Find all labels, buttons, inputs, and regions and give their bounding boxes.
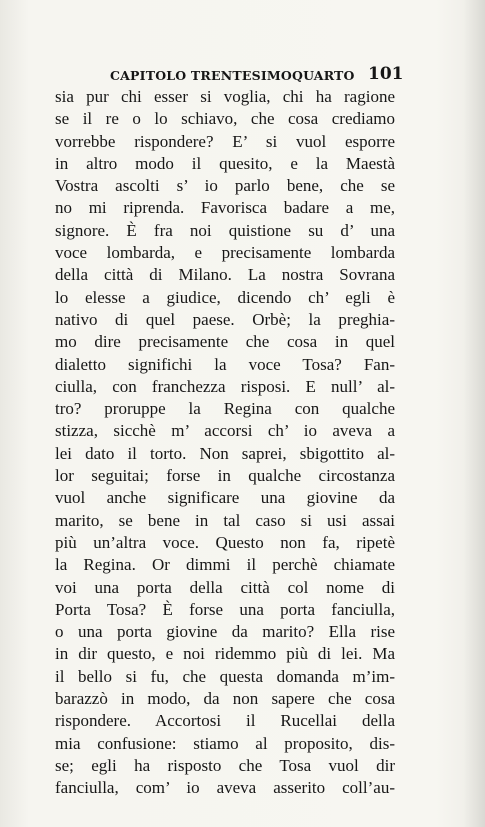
text-line: lo elesse a giudice, dicendo ch’ egli è <box>55 287 395 307</box>
text-line: dialetto significhi la voce Tosa? Fan- <box>55 354 395 374</box>
page-edge-shadow <box>463 0 485 827</box>
text-line: no mi riprenda. Favorisca badare a me, <box>55 198 395 218</box>
text-line: o una porta giovine da marito? Ella rise <box>55 622 395 642</box>
text-line: lor seguitai; forse in qualche circostanza <box>55 466 395 486</box>
text-line: tro? proruppe la Regina con qualche <box>55 399 395 419</box>
text-line: fanciulla, com’ io aveva asserito coll’au- <box>55 778 395 798</box>
text-line: sia pur chi esser si voglia, chi ha ragione <box>55 87 395 106</box>
text-line: vuol anche significare una giovine da <box>55 488 395 508</box>
text-line: barazzò in modo, da non sapere che cosa <box>55 689 395 709</box>
page-number: 101 <box>368 64 404 84</box>
text-line: mo dire precisamente che cosa in quel <box>55 332 395 352</box>
text-line: signore. È fra noi quistione su d’ una <box>55 220 395 240</box>
text-line: rispondere. Accortosi il Rucellai della <box>55 711 395 731</box>
text-line: Porta Tosa? È forse una porta fanciulla, <box>55 599 395 619</box>
text-line: nativo di quel paese. Orbè; la preghia- <box>55 309 395 329</box>
text-line: voce lombarda, e precisamente lombarda <box>55 243 395 263</box>
text-line: mia confusione: stiamo al proposito, dis- <box>55 733 395 753</box>
text-line: Vostra ascolti s’ io parlo bene, che se <box>55 176 395 196</box>
text-line: ciulla, con franchezza risposi. E null’ al- <box>55 376 395 396</box>
text-line: se; egli ha risposto che Tosa vuol dir <box>55 755 395 775</box>
text-line: se il re o lo schiavo, che cosa crediamo <box>55 109 395 129</box>
text-line: la Regina. Or dimmi il perchè chiamate <box>55 555 395 575</box>
text-line: vorrebbe rispondere? E’ si vuol esporre <box>55 131 395 151</box>
text-line: lei dato il torto. Non saprei, sbigottito al- <box>55 443 395 463</box>
text-line: stizza, sicchè m’ accorsi ch’ io aveva a <box>55 421 395 441</box>
running-head: CAPITOLO TRENTESIMOQUARTO <box>110 68 355 83</box>
page-header <box>110 66 410 86</box>
text-line: il bello si fu, che questa domanda m’im- <box>55 666 395 686</box>
page-body-text <box>55 86 395 800</box>
text-line: della città di Milano. La nostra Sovrana <box>55 265 395 285</box>
text-line: in altro modo il quesito, e la Maestà <box>55 153 395 173</box>
text-line: in dir questo, e noi ridemmo più di lei. Ma <box>55 644 395 664</box>
text-line: più un’altra voce. Questo non fa, ripetè <box>55 532 395 552</box>
text-line: voi una porta della città col nome di <box>55 577 395 597</box>
text-line: marito, se bene in tal caso si usi assai <box>55 510 395 530</box>
